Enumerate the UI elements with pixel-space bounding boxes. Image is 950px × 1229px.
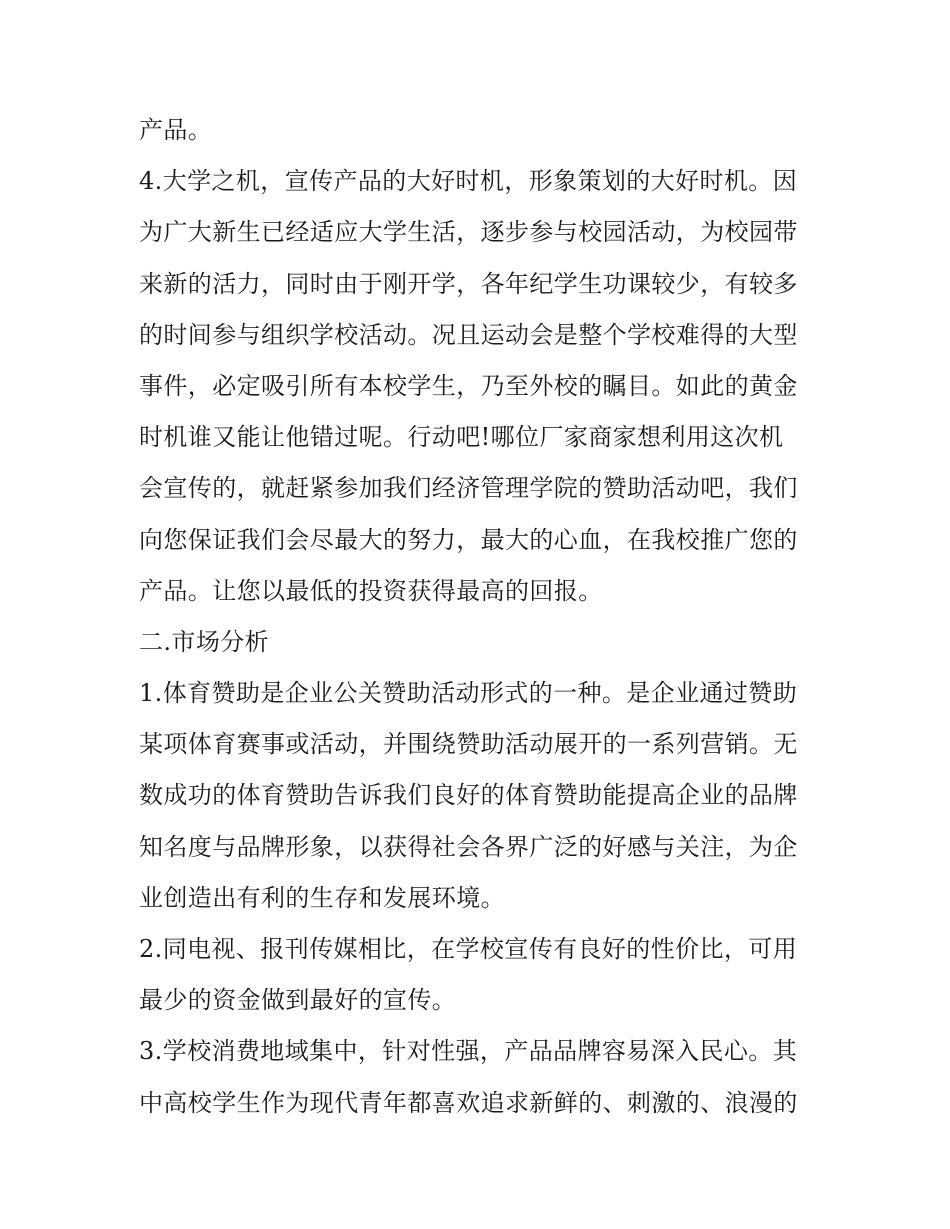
text-line: 3.学校消费地域集中，针对性强，产品品牌容易深入民心。其 (139, 1037, 798, 1066)
text-line: 知名度与品牌形象，以获得社会各界广泛的好感与关注，为企 (139, 832, 798, 861)
section-heading-market-analysis (139, 617, 819, 668)
paragraph-market-3 (139, 1026, 819, 1128)
text-line: 产品。让您以最低的投资获得最高的回报。 (139, 576, 603, 605)
text-line: 业创造出有利的生存和发展环境。 (139, 883, 505, 912)
paragraph-market-2 (139, 924, 819, 1026)
text-line: 时机谁又能让他错过呢。行动吧!哪位厂家商家想利用这次机 (139, 423, 784, 452)
text-line: 来新的活力，同时由于刚开学，各年纪学生功课较少，有较多 (139, 269, 798, 298)
paragraph-market-1 (139, 668, 819, 924)
paragraph-point-4 (139, 156, 819, 617)
text-line: 为广大新生已经适应大学生活，逐步参与校园活动，为校园带 (139, 218, 798, 247)
text-line: 的时间参与组织学校活动。况且运动会是整个学校难得的大型 (139, 320, 798, 349)
heading-line: 二.市场分析 (139, 627, 270, 656)
text-line: 会宣传的，就赶紧参加我们经济管理学院的赞助活动吧，我们 (139, 474, 798, 503)
text-line: 事件，必定吸引所有本校学生，乃至外校的瞩目。如此的黄金 (139, 371, 798, 400)
text-line: 产品。 (139, 116, 213, 144)
text-line: 某项体育赛事或活动，并围绕赞助活动展开的一系列营销。无 (139, 730, 798, 759)
paragraph-product-end (139, 105, 819, 156)
text-line: 2.同电视、报刊传媒相比，在学校宣传有良好的性价比，可用 (139, 935, 798, 963)
text-line: 最少的资金做到最好的宣传。 (139, 986, 457, 1015)
document-body (139, 105, 819, 1129)
text-line: 1.体育赞助是企业公关赞助活动形式的一种。是企业通过赞助 (139, 679, 798, 708)
text-line: 向您保证我们会尽最大的努力，最大的心血，在我校推广您的 (139, 525, 798, 554)
text-line: 4.大学之机，宣传产品的大好时机，形象策划的大好时机。因 (139, 167, 798, 196)
text-line: 数成功的体育赞助告诉我们良好的体育赞助能提高企业的品牌 (139, 781, 798, 810)
text-line: 中高校学生作为现代青年都喜欢追求新鲜的、刺激的、浪漫的 (139, 1088, 798, 1117)
